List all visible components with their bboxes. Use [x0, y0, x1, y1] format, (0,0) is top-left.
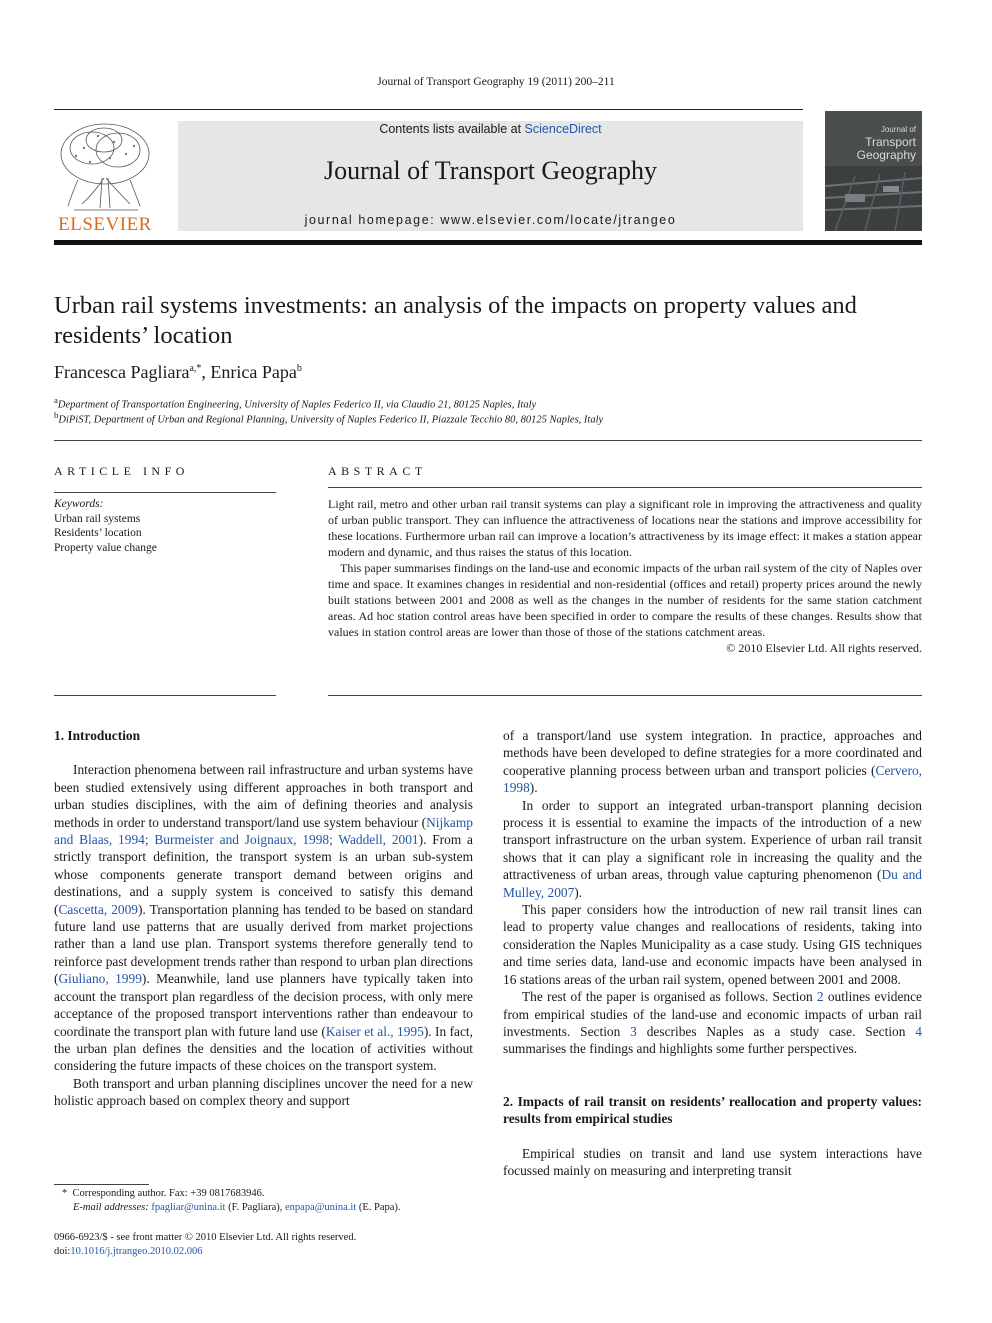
journal-citation: Journal of Transport Geography 19 (2011) 200–211: [377, 76, 615, 88]
footnote-text: Corresponding author. Fax: +39 0817683946.: [72, 1188, 265, 1199]
journal-cover: [825, 111, 922, 231]
journal-banner: [178, 121, 803, 231]
abstract-paragraph: This paper summarises findings on the land-use and economic impacts of the urban rail system of the city of Naples over time and space. It examines changes in residential and non-residential (offices and retail) property prices around the newly built stations between 2001 and 2008 as well as the changes in the number of residents for the same station catchment areas. Ad hoc station control areas have been specified in order to compare the results of these changes. Results show that values in station control areas are lower than those of those of the stations catchment areas.: [328, 561, 922, 639]
text-run: describes Naples as a study case. Section: [636, 1023, 916, 1039]
email-owner: (F. Pagliara),: [225, 1202, 285, 1213]
text-run: summarises the findings and highlights some further perspectives.: [503, 1041, 858, 1057]
right-column: [503, 727, 922, 1179]
affiliation-b: [54, 410, 603, 426]
footnote-rule: [54, 1184, 149, 1185]
affiliation-text: Department of Transportation Engineering, University of Naples Federico II, via Claudio 21, 80125 Naples, Italy: [57, 399, 537, 411]
author-affiliation-mark: a,*: [189, 363, 202, 374]
footnote-mark: *: [62, 1188, 68, 1199]
text-run: The rest of the paper is organised as follows. Section: [522, 989, 817, 1005]
reference-link[interactable]: Du and Mulley, 2007: [503, 867, 922, 900]
contents-line: [178, 122, 803, 136]
body-paragraph: [503, 988, 922, 1058]
article-title: Urban rail systems investments: an analysis of the impacts on property values and residents’ location: [54, 292, 857, 349]
keywords-block: [54, 497, 157, 555]
email-link[interactable]: enpapa@unina.it: [285, 1202, 357, 1213]
section-heading: 2. Impacts of rail transit on residents’ reallocation and property values: results from empirical studies: [503, 1093, 922, 1127]
keywords-label: Keywords:: [54, 498, 104, 510]
section-rule: [54, 440, 922, 441]
doi-label: doi:: [54, 1246, 71, 1257]
text-run: ). Transportation planning has tended to be based on standard future land use patterns that are usually derived from market projections rather than a land use plan. Transport systems therefore generally tend to reinforce past development trends rather than respond to urban plan directions (: [54, 901, 473, 987]
publisher-name: ELSEVIER: [58, 214, 152, 235]
doi-line: [54, 1245, 202, 1259]
body-paragraph: Both transport and urban planning disciplines uncover the need for a new holistic approach based on complex theory and support: [54, 1075, 473, 1109]
reference-link[interactable]: Cascetta, 2009: [58, 901, 138, 917]
abstract-body: [328, 496, 922, 656]
section-link[interactable]: 2: [816, 989, 824, 1005]
body-paragraph: [503, 797, 922, 901]
text-run: outlines evidence from empirical studies of the land-use and economic impacts of urban rail investments. Section: [503, 989, 922, 1039]
article-info-rule: [54, 492, 276, 493]
abstract-heading: ABSTRACT: [328, 464, 427, 478]
keyword-item: Urban rail systems: [54, 512, 141, 525]
article-info-bottom-rule: [54, 695, 276, 696]
text-run: ). In fact, the urban plan defines the densities and the location of activities without considering the future impacts of these choices on the transport system.: [54, 1023, 474, 1074]
abstract-bottom-rule: [328, 695, 922, 696]
body-paragraph: [503, 727, 922, 797]
cover-title-small: Journal of: [880, 125, 916, 134]
author-name: Francesca Pagliara: [54, 362, 190, 382]
cover-photo-icon: [825, 166, 922, 231]
header-thick-rule: [54, 240, 922, 245]
corresponding-author-note: [62, 1187, 265, 1201]
email-owner: (E. Papa).: [356, 1202, 401, 1213]
abstract-rule: [328, 487, 922, 488]
keyword-item: Residents’ location: [54, 527, 142, 539]
journal-name: Journal of Transport Geography: [324, 156, 657, 185]
section-link[interactable]: 4: [915, 1023, 922, 1039]
text-run: ).: [529, 780, 538, 796]
text-run: ).: [574, 884, 583, 900]
article-info-heading: ARTICLE INFO: [54, 464, 189, 478]
cover-title-line2: Geography: [856, 148, 916, 162]
issn-line: 0966-6923/$ - see front matter © 2010 Elsevier Ltd. All rights reserved.: [54, 1232, 357, 1243]
affiliation-mark: b: [54, 410, 59, 420]
reference-link[interactable]: Nijkamp and Blaas, 1994; Burmeister and Joignaux, 1998; Waddell, 2001: [54, 814, 473, 848]
email-note: [73, 1201, 401, 1215]
cover-title: [836, 123, 916, 162]
text-run: In order to support an integrated urban-transport planning decision process it is essential to examine the impacts of the introduction of a new transport infrastructure on the urban system. Experience of urban rail transit shows that it can play a significant role in increasing the quality and the attractiveness of urban areas, through value capturing phenomenon (: [503, 797, 922, 883]
cover-title-line1: Transport: [865, 135, 916, 149]
author-separator: ,: [201, 362, 211, 382]
contents-prefix: Contents lists available at: [379, 122, 525, 136]
affiliation-mark: a: [54, 395, 58, 405]
left-column: [54, 727, 473, 1110]
section-link[interactable]: 3: [630, 1023, 637, 1039]
header-rule: [54, 109, 803, 110]
author-affiliation-mark: b: [296, 363, 302, 374]
abstract-copyright: © 2010 Elsevier Ltd. All rights reserved.: [726, 641, 922, 655]
section-heading: 1. Introduction: [54, 728, 141, 743]
abstract-paragraph: Light rail, metro and other urban rail transit systems can play a significant role in improving the attractiveness and quality of urban public transport. They can influence the attractiveness of locations near the stations and improve accessibility for these locations. Furthermore urban rail can improve a location’s attractiveness by its image effect: it makes a station appear modern and dynamic, and thus raises the status of this location.: [328, 497, 922, 559]
text-run: Interaction phenomena between rail infrastructure and urban systems have been studied extensively using different approaches in both transport and urban studies disciplines, with the aim of defining theories and analysis methods in order to understand transport/land use system behaviour (: [54, 762, 473, 830]
body-paragraph: Empirical studies on transit and land use system interactions have focussed mainly on measuring and interpreting transit: [503, 1145, 922, 1178]
email-link[interactable]: fpagliar@unina.it: [151, 1202, 226, 1213]
keyword-item: Property value change: [54, 541, 157, 554]
text-run: of a transport/land use system integration. In practice, approaches and methods have been developed to define strategies for a more coordinated and cooperative planning process between urban and transport policies (: [503, 728, 922, 778]
text-run: ). Meanwhile, land use planners have typically taken into account the transport plan regardless of the decision process, with only mere acceptance of the proposed transport interventions rather than endeavour to coordinate the transport plan with future land use (: [54, 971, 474, 1039]
doi-link[interactable]: 10.1016/j.jtrangeo.2010.02.006: [70, 1246, 203, 1257]
affiliation-text: DiPiST, Department of Urban and Regional Planning, University of Naples Federico II, Piazzale Tecchio 80, 80125 Naples, Italy: [58, 414, 604, 426]
body-paragraph: This paper considers how the introduction of new rail transit lines can lead to property value changes and reallocations of residents, taking into consideration the Naples Municipality as a case study. Using GIS techniques and time series data, land-use and economic impacts have been analysed in 16 stations areas of the urban rail system, opened between 2001 and 2008.: [503, 902, 922, 987]
author-list: [54, 362, 302, 383]
reference-link[interactable]: Giuliano, 1999: [58, 971, 142, 987]
body-paragraph: [54, 761, 473, 1074]
reference-link[interactable]: Kaiser et al., 1995: [325, 1023, 424, 1039]
email-label: E-mail addresses:: [73, 1202, 149, 1213]
text-run: ). From a strictly transport definition, the transport system is an urban sub-system whose components generate transport demand between origins and destinations, and a supply system is conceived to satisfy this demand (: [54, 832, 473, 917]
journal-homepage[interactable]: journal homepage: www.elsevier.com/locate/jtrangeo: [304, 213, 677, 227]
sciencedirect-link[interactable]: ScienceDirect: [524, 122, 602, 136]
elsevier-tree-icon: [54, 118, 156, 214]
author-name: Enrica Papa: [210, 362, 297, 382]
elsevier-logo: [54, 118, 156, 236]
affiliation-a: [54, 395, 536, 411]
reference-link[interactable]: Cervero, 1998: [503, 762, 922, 796]
